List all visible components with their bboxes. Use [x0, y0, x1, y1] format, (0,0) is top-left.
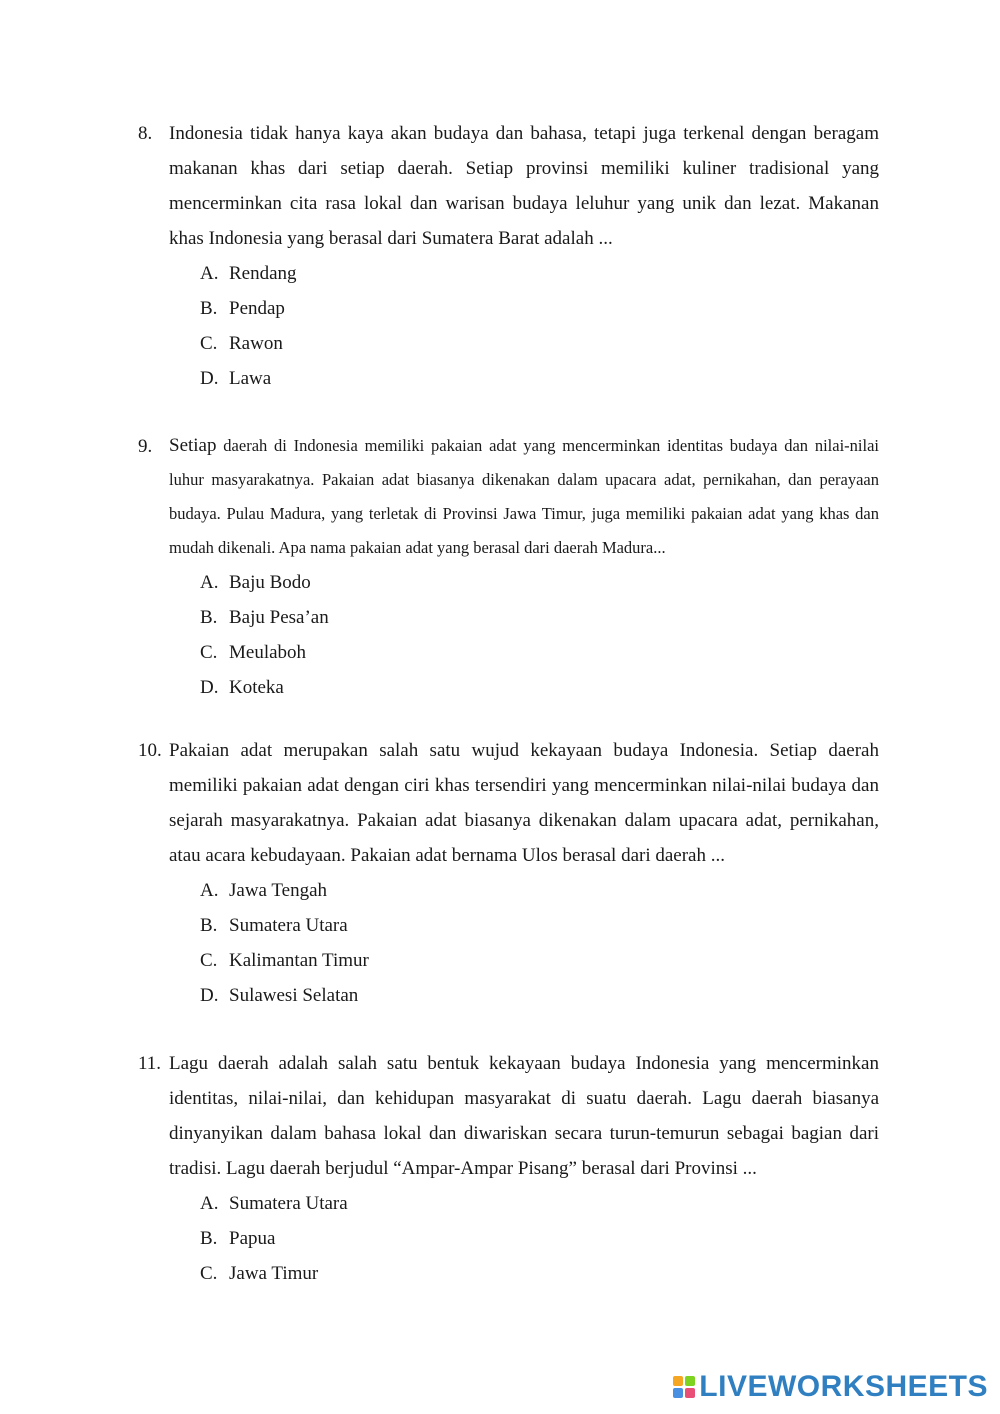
- logo-tile: [685, 1376, 695, 1386]
- option-letter: A.: [200, 263, 219, 284]
- option-letter: B.: [200, 607, 218, 628]
- option-list: [138, 873, 879, 1013]
- option-c[interactable]: [200, 943, 879, 978]
- question-10: [138, 733, 879, 1013]
- option-letter: B.: [200, 298, 218, 319]
- option-text: Rawon: [229, 333, 283, 354]
- question-10-stem: [138, 733, 879, 873]
- question-number: 9.: [138, 436, 153, 457]
- option-a[interactable]: [200, 256, 879, 291]
- option-letter: C.: [200, 950, 218, 971]
- option-text: Sumatera Utara: [229, 915, 348, 936]
- question-text-lead: Setiap: [169, 435, 217, 456]
- option-d[interactable]: [200, 361, 879, 396]
- question-9-stem: [138, 429, 879, 565]
- option-letter: B.: [200, 915, 218, 936]
- question-number: 10.: [138, 740, 162, 761]
- option-list: [138, 256, 879, 396]
- option-d[interactable]: [200, 670, 879, 705]
- option-c[interactable]: [200, 326, 879, 361]
- option-c[interactable]: [200, 1256, 879, 1291]
- option-letter: B.: [200, 1228, 218, 1249]
- option-c[interactable]: [200, 635, 879, 670]
- option-letter: A.: [200, 1193, 219, 1214]
- brand-name: LIVEWORKSHEETS: [699, 1370, 988, 1403]
- question-9: [138, 429, 879, 705]
- option-text: Papua: [229, 1228, 276, 1249]
- liveworksheets-logo-icon: [673, 1376, 695, 1398]
- option-a[interactable]: [200, 1186, 879, 1221]
- option-text: Rendang: [229, 263, 297, 284]
- option-text: Meulaboh: [229, 642, 307, 663]
- question-text-body: daerah di Indonesia memiliki pakaian adat yang mencerminkan identitas budaya dan nilai-nilai luhur masyarakatnya. Pakaian adat biasanya dikenakan dalam upacara adat, pernikahan, dan perayaan budaya. Pulau Madura, yang terletak di Provinsi Jawa Timur, juga memiliki pakaian adat yang khas dan mudah dikenali. Apa nama pakaian adat yang berasal dari daerah Madura...: [169, 436, 879, 557]
- option-list: [138, 1186, 879, 1291]
- option-text: Sumatera Utara: [229, 1193, 348, 1214]
- option-d[interactable]: [200, 978, 879, 1013]
- question-number: 8.: [138, 123, 153, 144]
- option-text: Pendap: [229, 298, 285, 319]
- logo-tile: [673, 1388, 683, 1398]
- question-number: 11.: [138, 1053, 162, 1074]
- option-text: Sulawesi Selatan: [229, 985, 359, 1006]
- question-text: Pakaian adat merupakan salah satu wujud kekayaan budaya Indonesia. Setiap daerah memiliki pakaian adat dengan ciri khas tersendiri yang mencerminkan nilai-nilai budaya dan sejarah masyarakatnya. Pakaian adat biasanya dikenakan dalam upacara adat, pernikahan, atau acara kebudayaan. Pakaian adat bernama Ulos berasal dari daerah ...: [169, 740, 879, 866]
- question-8: [138, 116, 879, 396]
- option-text: Baju Bodo: [229, 572, 311, 593]
- option-letter: D.: [200, 677, 219, 698]
- option-letter: C.: [200, 333, 218, 354]
- option-letter: A.: [200, 880, 219, 901]
- question-11-stem: [138, 1046, 879, 1186]
- option-letter: D.: [200, 368, 219, 389]
- question-text: Lagu daerah adalah salah satu bentuk kekayaan budaya Indonesia yang mencerminkan identitas, nilai-nilai, dan kehidupan masyarakat di suatu daerah. Lagu daerah biasanya dinyanyikan dalam bahasa lokal dan diwariskan secara turun-temurun sebagai bagian dari tradisi. Lagu daerah berjudul “Ampar-Ampar Pisang” berasal dari Provinsi ...: [169, 1053, 879, 1179]
- option-letter: C.: [200, 642, 218, 663]
- logo-tile: [685, 1388, 695, 1398]
- liveworksheets-brand[interactable]: [673, 1370, 988, 1404]
- option-list: [138, 565, 879, 705]
- option-letter: D.: [200, 985, 219, 1006]
- question-text: Indonesia tidak hanya kaya akan budaya dan bahasa, tetapi juga terkenal dengan beragam makanan khas dari setiap daerah. Setiap provinsi memiliki kuliner tradisional yang mencerminkan cita rasa lokal dan warisan budaya leluhur yang unik dan lezat. Makanan khas Indonesia yang berasal dari Sumatera Barat adalah ...: [169, 123, 879, 249]
- option-text: Kalimantan Timur: [229, 950, 369, 971]
- option-a[interactable]: [200, 565, 879, 600]
- option-letter: C.: [200, 1263, 218, 1284]
- logo-tile: [673, 1376, 683, 1386]
- option-text: Koteka: [229, 677, 284, 698]
- option-letter: A.: [200, 572, 219, 593]
- option-text: Lawa: [229, 368, 272, 389]
- option-b[interactable]: [200, 291, 879, 326]
- option-a[interactable]: [200, 873, 879, 908]
- option-text: Jawa Timur: [229, 1263, 319, 1284]
- question-11: [138, 1046, 879, 1291]
- option-b[interactable]: [200, 908, 879, 943]
- option-b[interactable]: [200, 600, 879, 635]
- question-text: [169, 429, 879, 565]
- question-8-stem: [138, 116, 879, 256]
- option-b[interactable]: [200, 1221, 879, 1256]
- option-text: Jawa Tengah: [229, 880, 328, 901]
- option-text: Baju Pesa’an: [229, 607, 329, 628]
